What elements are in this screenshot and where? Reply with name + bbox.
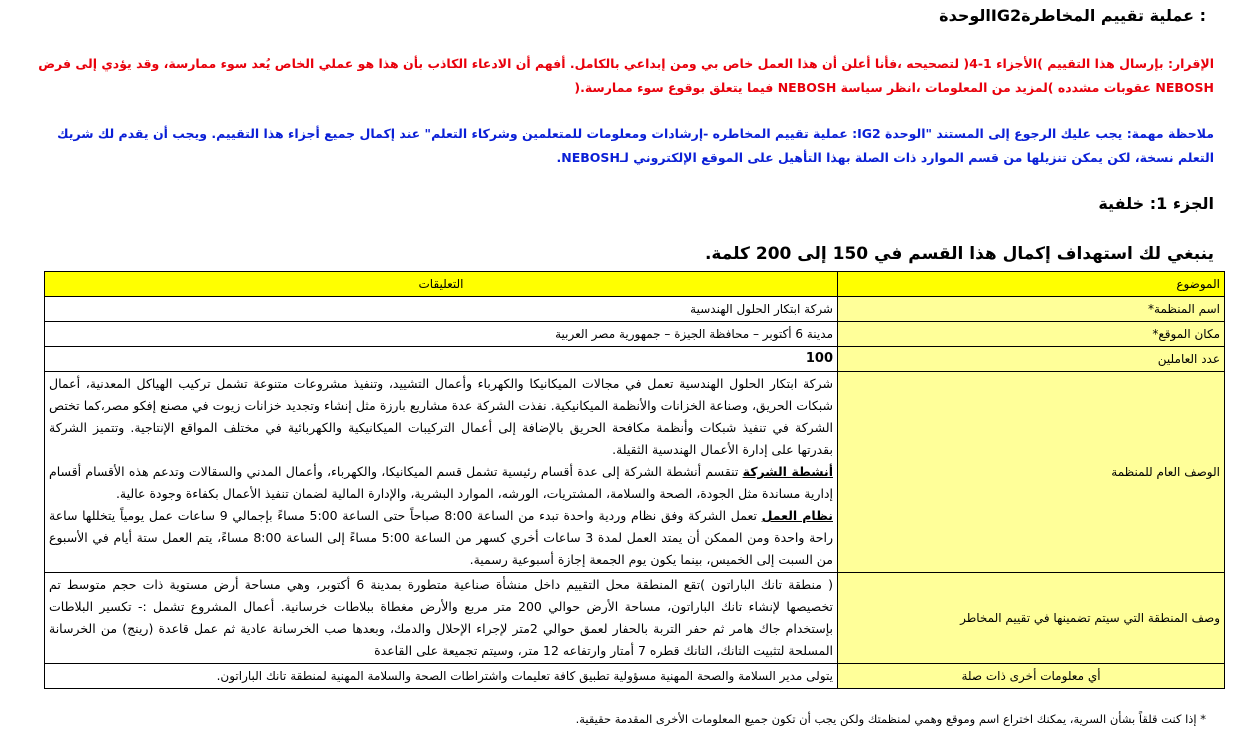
background-table	[44, 271, 1225, 689]
employees-label: عدد العاملين	[838, 347, 1225, 372]
table-header-row	[45, 272, 1225, 297]
location-label: مكان الموقع*	[838, 322, 1225, 347]
location-value[interactable]: مدينة 6 أكتوبر – محافظة الجيزة – جمهورية مصر العربية	[45, 322, 838, 347]
work-system-text: تعمل الشركة وفق نظام وردية واحدة تبدء من الساعة 8:00 صباحاً حتى الساعة 5:00 مساءً بإجمالي 9 ساعات عمل يومياً يتخللها ساعة راحة واحدة ومن الممكن أن يمتد العمل لمدة 3 ساعات أخري كسهر من الساعة 5:00 مساءً إلى الساعة 8:00 مساءً، يتم العمل ستة أيام في الأسبوع من السبت إلى الخميس، بينما يكون يوم الجمعة إجازة أسبوعية رسمية.	[49, 508, 834, 567]
note-label: ملاحظة مهمة:	[1126, 126, 1214, 141]
employees-value[interactable]: 100	[45, 347, 838, 372]
area-value[interactable]: ( منطقة تانك الباراتون )تقع المنطقة محل التقييم داخل منشأة صناعية متطورة بمدينة 6 أكتوبر، وهي مساحة أرض مستوية ذات حجم متوسط تم تخصيصها لإنشاء تانك الباراتون، مساحة الأرض حوالي 200 متر مربع والأرض مغطاة ببلاطات خرسانية. أعمال المشروع تشمل :- تكسير البلاطات بإستخدام جاك هامر ثم حفر التربة بالحفار لعمق حوالي 2متر لإجراء الإحلال والدمك، وبعدها صب الخرسانة عادية ثم عمل قاعدة (رينج) من الخرسانة المسلحة لتثبيت التانك، التانك قطره 7 أمتار وارتفاعه 12 متر، وسيتم تجميعة على القاعدة	[45, 573, 838, 664]
org-name-label: اسم المنظمة*	[838, 297, 1225, 322]
table-row	[45, 347, 1225, 372]
header-comments: التعليقات	[45, 272, 838, 297]
table-row	[45, 573, 1225, 664]
org-description-label: الوصف العام للمنظمة	[838, 372, 1225, 573]
area-label: وصف المنطقة التي سيتم تضمينها في تقييم المخاطر	[838, 573, 1225, 664]
word-target: ينبغي لك استهداف إكمال هذا القسم في 150 إلى 200 كلمة.	[704, 244, 1214, 264]
note-text: يجب عليك الرجوع إلى المستند "الوحدة IG2: عملية تقييم المخاطره -إرشادات ومعلومات للمتعلمين وشركاء التعلم" عند إكمال جميع أجزاء هذا التقييم. ويجب أن يقدم لك شريك التعلم نسخة، لكن يمكن تنزيلها من قسم الموارد ذات الصلة بهذا التأهيل على الموقع الإلكتروني لـNEBOSH.	[57, 126, 1214, 165]
footnote: * إذا كنت قلقاً بشأن السرية، يمكنك اختراع اسم وموقع وهمي لمنظمتك ولكن يجب أن تكون جميع المعلومات الأخرى المقدمة حقيقية.	[575, 712, 1206, 726]
description-paragraph: شركة ابتكار الحلول الهندسية تعمل في مجالات الميكانيكا والكهرباء وأعمال التشييد، وتنفيذ مشروعات متنوعة تشمل تركيب الهياكل المعدنية، أعمال شبكات الحريق، وصناعة الخزانات والأنظمة الميكانيكية. نفذت الشركة عدة مشاريع بارزة مثل إنشاء وتجديد خزانات زيوت في مصنع إفكو مصر،كما تختص الشركة في تنفيذ شبكات وأنظمة مكافحة الحريق بالإضافة إلى أعمال التركيبات الميكانيكية والكهربائية في مختلف المواقع الإنتاجية. وتتميز الشركة بقدرتها على إدارة الأعمال الهندسية الثقيلة.	[49, 376, 833, 457]
org-description-value[interactable]	[45, 372, 838, 573]
page-title	[206, 6, 1206, 25]
declaration-label: الإقرار:	[1167, 56, 1214, 71]
part1-heading: الجزء 1: خلفية	[1098, 194, 1214, 213]
activities-label: أنشطة الشركة	[742, 464, 833, 479]
work-system-label: نظام العمل	[761, 508, 833, 523]
activities-paragraph	[49, 461, 833, 505]
work-system-paragraph	[49, 505, 833, 571]
table-row	[45, 322, 1225, 347]
header-topic: الموضوع	[838, 272, 1225, 297]
declaration-text: بإرسال هذا التقييم )الأجزاء 1-4( لتصحيحه ،فأنا أعلن أن هذا العمل خاص بي ومن إبداعي بالكامل. أفهم أن الادعاء الكاذب بأن هذا هو عملي الخاص يُعد سوء ممارسة، وقد يؤدي إلى فرض NEBOSH عقوبات مشدده )لمزيد من المعلومات ،انظر سياسة NEBOSH فيما يتعلق بوقوع سوء ممارسة.(	[38, 56, 1214, 95]
declaration	[24, 52, 1214, 100]
table-row	[45, 372, 1225, 573]
important-note	[24, 122, 1214, 170]
activities-text: تنقسم أنشطة الشركة إلى عدة أقسام رئيسية تشمل قسم الميكانيكا، والكهرباء، وأعمال المدني والسقالات وتدعم هذه الأقسام أقسام إدارية مساندة مثل الجودة، الصحة والسلامة، المشتريات، الورشه، الموارد البشرية، والإدارة المالية لضمان تنفيذ الأعمال بكفاءة وجودة عالية.	[49, 464, 833, 501]
title-part2: الوحدة	[939, 6, 991, 25]
title-unit: IG2	[990, 6, 1022, 25]
table-row	[45, 297, 1225, 322]
org-name-value[interactable]: شركة ابتكار الحلول الهندسية	[45, 297, 838, 322]
table-row	[45, 664, 1225, 689]
title-colon: :	[1199, 6, 1206, 25]
other-info-label: أي معلومات أخرى ذات صلة	[838, 664, 1225, 689]
other-info-value[interactable]: يتولى مدير السلامة والصحة المهنية مسؤولية تطبيق كافة تعليمات واشتراطات الصحة والسلامة المهنية لمنطقة تانك الباراتون.	[45, 664, 838, 689]
title-part1: عملية تقييم المخاطرة	[1021, 6, 1195, 25]
